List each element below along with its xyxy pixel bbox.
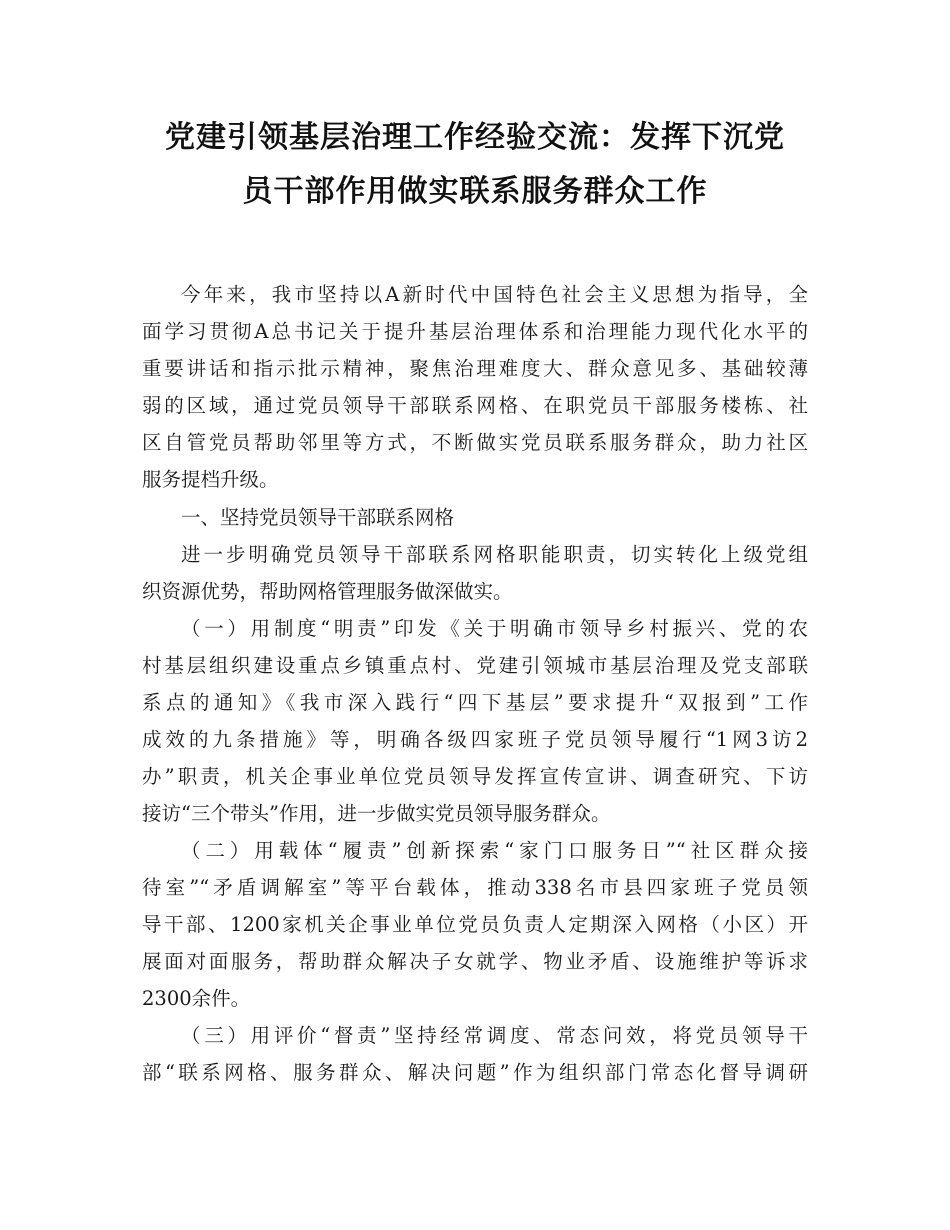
body-text-line: 区自管党员帮助邻里等方式，不断做实党员联系服务群众，助力社区 <box>142 431 808 454</box>
body-text-line: 弱的区域，通过党员领导干部联系网格、在职党员干部服务楼栋、社 <box>142 394 808 417</box>
body-text-line: 进一步明确党员领导干部联系网格职能职责，切实转化上级党组 <box>181 543 808 566</box>
body-text-line: 重要讲话和指示批示精神，聚焦治理难度大、群众意见多、基础较薄 <box>142 357 808 380</box>
body-text-line: 服务提档升级。 <box>142 468 279 491</box>
body-text-line: 导干部、1200家机关企事业单位党员负责人定期深入网格（小区）开 <box>142 913 808 936</box>
body-text-line: 织资源优势，帮助网格管理服务做深做实。 <box>142 580 513 603</box>
body-text-line: 今年来，我市坚持以A新时代中国特色社会主义思想为指导，全 <box>181 283 808 306</box>
body-text-line: 部“联系网格、服务群众、解决问题”作为组织部门常态化督导调研 <box>142 1061 808 1084</box>
body-text-line: 系点的通知》《我市深入践行“四下基层”要求提升“双报到”工作 <box>142 691 808 714</box>
document-title-line-2: 员干部作用做实联系服务群众工作 <box>242 174 708 209</box>
body-text-line: （二）用载体“履责”创新探索“家门口服务日”“社区群众接 <box>181 839 808 862</box>
body-text-line: 一、坚持党员领导干部联系网格 <box>181 506 455 529</box>
document-title-line-1: 党建引领基层治理工作经验交流：发挥下沉党 <box>165 120 785 155</box>
body-text-line: 待室”“矛盾调解室”等平台载体，推动338名市县四家班子党员领 <box>142 876 808 899</box>
body-text-line: 办”职责，机关企事业单位党员领导发挥宣传宣讲、调查研究、下访 <box>142 765 808 788</box>
body-text-line: 展面对面服务，帮助群众解决子女就学、物业矛盾、设施维护等诉求 <box>142 950 808 973</box>
body-text-line: 面学习贯彻A总书记关于提升基层治理体系和治理能力现代化水平的 <box>142 320 808 343</box>
body-text-line: （一）用制度“明责”印发《关于明确市领导乡村振兴、党的农 <box>181 617 808 640</box>
body-text-line: 2300余件。 <box>142 987 251 1010</box>
body-text-line: （三）用评价“督责”坚持经常调度、常态问效，将党员领导干 <box>181 1024 808 1047</box>
body-text-line: 接访“三个带头”作用，进一步做实党员领导服务群众。 <box>142 802 611 825</box>
body-text-line: 村基层组织建设重点乡镇重点村、党建引领城市基层治理及党支部联 <box>142 654 808 677</box>
body-text-line: 成效的九条措施》等，明确各级四家班子党员领导履行“1网3访2 <box>142 728 808 751</box>
